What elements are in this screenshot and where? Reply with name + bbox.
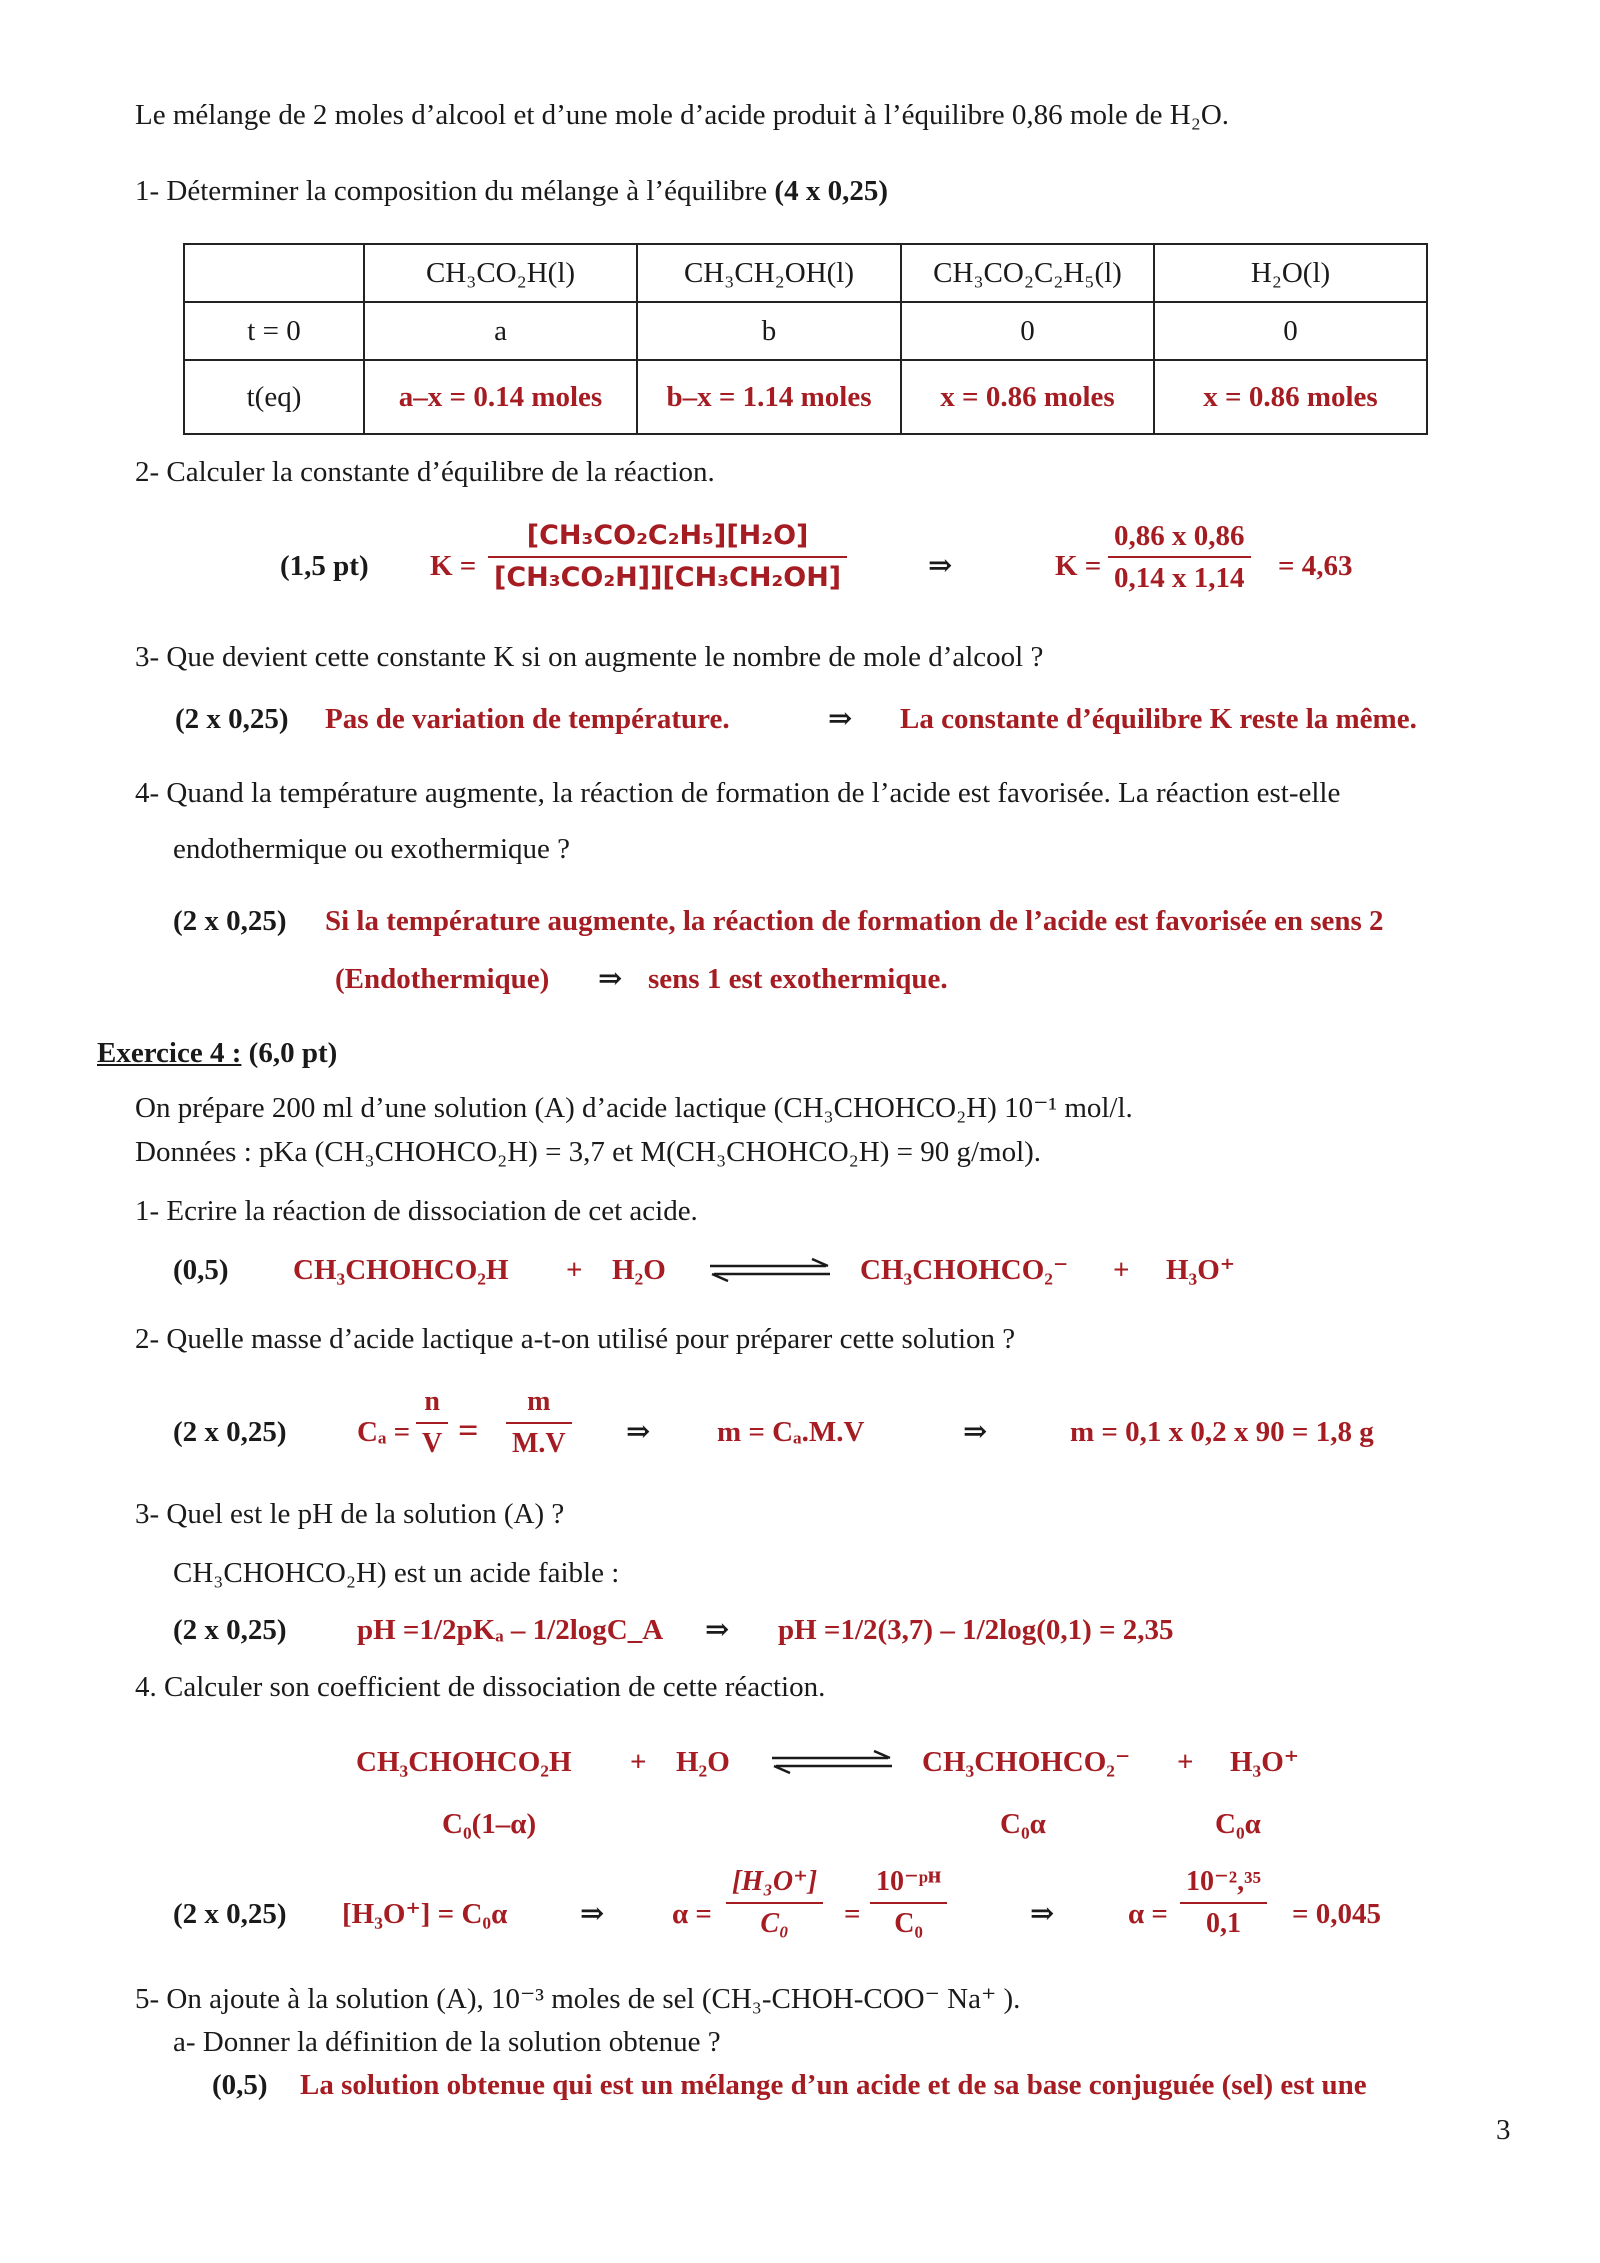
question-3-points: (2 x 0,25) (175, 703, 289, 735)
ex4-question-3-sub: CH₃CHOHCO₂H) est un acide faible : (173, 1557, 620, 1589)
concentration-hydronium: C₀α (1215, 1808, 1261, 1840)
ca-label: Cₐ = (357, 1416, 411, 1448)
equals-sign: = (458, 1410, 479, 1450)
equals-sign: = (844, 1898, 861, 1930)
m-over-mv-fraction (506, 1386, 572, 1460)
product-lactate: CH₃CHOHCO₂⁻ (860, 1254, 1069, 1286)
k-denominator: [CH₃CO₂H]][CH₃CH₂OH] (494, 562, 842, 593)
product-hydronium: H₃O⁺ (1230, 1746, 1300, 1778)
table-cell: b (637, 302, 901, 360)
question-1-points: (4 x 0,25) (774, 175, 888, 207)
table-cell-answer: b–x = 1.14 moles (637, 360, 901, 434)
table-header-cell: CH₃CH₂OH(l) (637, 244, 901, 302)
ex4-question-1-points: (0,5) (173, 1254, 229, 1286)
table-cell: 0 (1154, 302, 1427, 360)
fraction-denominator: C₀ (894, 1908, 923, 1939)
hydronium-concentration: [H₃O⁺] = C₀α (342, 1898, 508, 1930)
implies-arrow: ⇒ (598, 963, 623, 995)
exercise-4-title: Exercice 4 : (97, 1037, 242, 1069)
alpha-label-2: α = (1128, 1898, 1168, 1930)
ex4-question-5a-text: a- Donner la définition de la solution obtenue ? (173, 2026, 721, 2058)
fraction-numerator: m (506, 1386, 572, 1424)
intro-text: Le mélange de 2 moles d’alcool et d’une mole d’acide produit à l’équilibre 0,86 mole de H₂O. (135, 99, 1230, 131)
mass-result: m = 0,1 x 0,2 x 90 = 1,8 g (1070, 1416, 1374, 1448)
ex4-question-2-points: (2 x 0,25) (173, 1416, 287, 1448)
exercise-4-heading (97, 1036, 337, 1070)
table-row (184, 302, 1427, 360)
k-value-fraction (1108, 520, 1251, 594)
equilibrium-arrow-icon (770, 1750, 894, 1774)
fraction-numerator: 10⁻²,³⁵ (1180, 1866, 1267, 1904)
ex4-question-1-text: 1- Ecrire la réaction de dissociation de cet acide. (135, 1195, 698, 1227)
reactant-acid: CH₃CHOHCO₂H (356, 1746, 572, 1778)
table-cell-answer: x = 0.86 moles (1154, 360, 1427, 434)
table-cell-answer: x = 0.86 moles (901, 360, 1154, 434)
n-over-v-fraction (416, 1386, 448, 1460)
table-cell-answer: a–x = 0.14 moles (364, 360, 637, 434)
ex4-question-5a-points: (0,5) (212, 2069, 268, 2101)
fraction-denominator: M.V (512, 1428, 566, 1459)
page-number: 3 (1496, 2114, 1511, 2146)
implies-arrow: ⇒ (963, 1416, 988, 1448)
concentration-lactate: C₀α (1000, 1808, 1046, 1840)
reactant-water: H₂O (676, 1746, 730, 1778)
question-4-text-2: endothermique ou exothermique ? (173, 833, 571, 865)
fraction-denominator: V (422, 1428, 443, 1459)
mass-formula: m = Cₐ.M.V (717, 1416, 865, 1448)
implies-arrow: ⇒ (580, 1898, 605, 1930)
k-label: K = (430, 550, 477, 582)
reactant-acid: CH₃CHOHCO₂H (293, 1254, 509, 1286)
table-row-label: t = 0 (184, 302, 364, 360)
table-header-cell: CH₃CO₂H(l) (364, 244, 637, 302)
plus-sign: + (630, 1746, 647, 1778)
table-cell: 0 (901, 302, 1154, 360)
plus-sign: + (1177, 1746, 1194, 1778)
fraction-numerator: [H₃O⁺] (726, 1866, 823, 1904)
question-4-answer-1: Si la température augmente, la réaction de formation de l’acide est favorisée en sens 2 (325, 905, 1384, 937)
k-numerator: [CH₃CO₂C₂H₅][H₂O] (488, 520, 847, 558)
question-3-answer-1: Pas de variation de température. (325, 703, 730, 735)
implies-arrow: ⇒ (928, 550, 953, 582)
ph-formula: pH =1/2pKₐ – 1/2logC_A (357, 1614, 664, 1646)
ex4-question-5-text: 5- On ajoute à la solution (A), 10⁻³ moles de sel (CH₃-CHOH-COO⁻ Na⁺ ). (135, 1983, 1021, 2015)
table-cell: a (364, 302, 637, 360)
implies-arrow: ⇒ (1030, 1898, 1055, 1930)
question-2-text: 2- Calculer la constante d’équilibre de la réaction. (135, 456, 715, 488)
table-header-row (184, 244, 1427, 302)
reactant-water: H₂O (612, 1254, 666, 1286)
question-1 (135, 174, 888, 208)
fraction-numerator: n (416, 1386, 448, 1424)
alpha-fraction-1 (726, 1866, 823, 1940)
question-4-answer-2b: sens 1 est exothermique. (648, 963, 948, 995)
ex4-question-3-points: (2 x 0,25) (173, 1614, 287, 1646)
exercise-4-points: (6,0 pt) (248, 1037, 338, 1069)
question-3-answer-2: La constante d’équilibre K reste la même. (900, 703, 1417, 735)
exercise-4-line-2: Données : pKa (CH₃CHOHCO₂H) = 3,7 et M(CH₃CHOHCO₂H) = 90 g/mol). (135, 1136, 1042, 1168)
product-lactate: CH₃CHOHCO₂⁻ (922, 1746, 1131, 1778)
question-2-points: (1,5 pt) (280, 550, 369, 582)
table-header-cell: H₂O(l) (1154, 244, 1427, 302)
plus-sign: + (1113, 1254, 1130, 1286)
ex4-question-2-text: 2- Quelle masse d’acide lactique a-t-on utilisé pour préparer cette solution ? (135, 1323, 1016, 1355)
ex4-question-5a-answer: La solution obtenue qui est un mélange d’un acide et de sa base conjuguée (sel) est une (300, 2069, 1367, 2101)
alpha-label: α = (672, 1898, 712, 1930)
implies-arrow: ⇒ (705, 1614, 730, 1646)
table-row (184, 360, 1427, 434)
table-cell (184, 244, 364, 302)
ex4-question-4-text: 4. Calculer son coefficient de dissociation de cette réaction. (135, 1671, 826, 1703)
question-4-points: (2 x 0,25) (173, 905, 287, 937)
ph-result: pH =1/2(3,7) – 1/2log(0,1) = 2,35 (778, 1614, 1174, 1646)
plus-sign: + (566, 1254, 583, 1286)
k-result: = 4,63 (1278, 550, 1353, 582)
fraction-denominator: C₀ (760, 1908, 789, 1939)
k2-denominator: 0,14 x 1,14 (1114, 562, 1245, 594)
question-4-text-1: 4- Quand la température augmente, la réaction de formation de l’acide est favorisée. La réaction est-elle (135, 777, 1341, 809)
product-hydronium: H₃O⁺ (1166, 1254, 1236, 1286)
concentration-acid: C₀(1–α) (442, 1808, 537, 1840)
question-3-text: 3- Que devient cette constante K si on augmente le nombre de mole d’alcool ? (135, 641, 1044, 673)
ex4-question-3-text: 3- Quel est le pH de la solution (A) ? (135, 1498, 565, 1530)
table-header-cell: CH₃CO₂C₂H₅(l) (901, 244, 1154, 302)
k-expression-fraction (488, 520, 847, 594)
question-4-answer-2a: (Endothermique) (335, 963, 550, 995)
alpha-fraction-2 (870, 1866, 947, 1940)
alpha-result: = 0,045 (1292, 1898, 1382, 1930)
implies-arrow: ⇒ (828, 703, 853, 735)
alpha-fraction-3 (1180, 1866, 1267, 1940)
table-row-label: t(eq) (184, 360, 364, 434)
fraction-numerator: 10⁻ᵖᴴ (870, 1866, 947, 1904)
k2-label: K = (1055, 550, 1102, 582)
question-1-text: 1- Déterminer la composition du mélange à l’équilibre (135, 175, 768, 207)
fraction-denominator: 0,1 (1205, 1908, 1241, 1939)
equilibrium-arrow-icon (708, 1258, 832, 1282)
implies-arrow: ⇒ (626, 1416, 651, 1448)
exercise-4-line-1: On prépare 200 ml d’une solution (A) d’acide lactique (CH₃CHOHCO₂H) 10⁻¹ mol/l. (135, 1092, 1133, 1124)
ex4-question-4-points: (2 x 0,25) (173, 1898, 287, 1930)
k2-numerator: 0,86 x 0,86 (1108, 520, 1251, 558)
composition-table (183, 243, 1428, 435)
